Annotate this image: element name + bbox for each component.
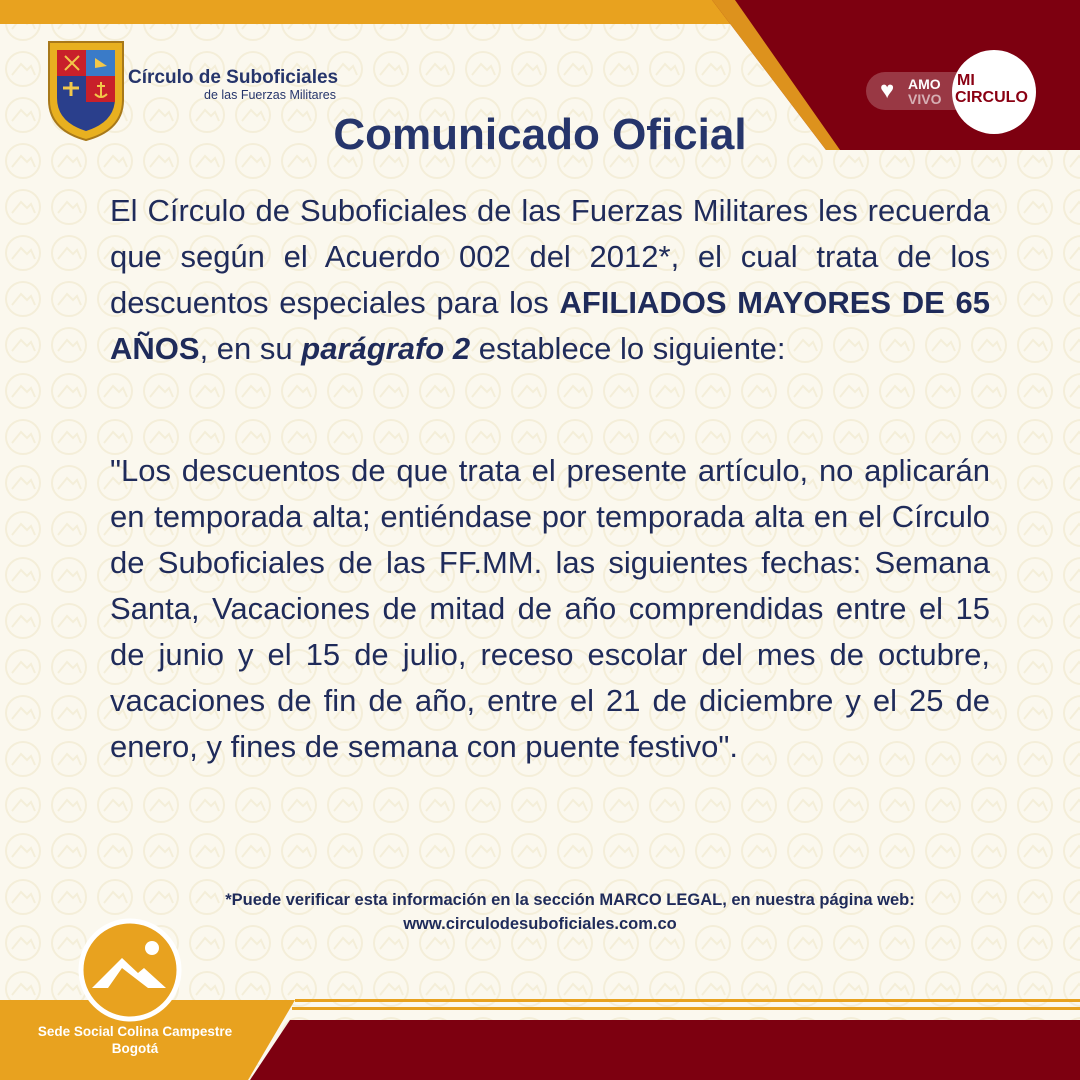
footnote-line1: *Puede verificar esta información en la sección MARCO LEGAL, en nuestra página web: [225, 891, 915, 909]
quote-paragraph: "Los descuentos de que trata el presente artículo, no aplicarán en temporada alta; entiéndase por temporada alta en el Círculo de Suboficiales de las FF.MM. las siguientes fechas: Semana Santa, Vacaciones de mitad de año comprendidas entre el 15 de junio y el 15 de julio, receso escolar del mes de octubre, vacaciones de fin de año, entre el 21 de diciembre y el 25 de enero, y fines de semana con puente festivo". [110, 453, 990, 764]
mountain-logo-icon [78, 918, 182, 1022]
organization-name [128, 68, 338, 102]
sede-line1: Sede Social Colina Campestre [37, 1024, 233, 1039]
intro-bold-text: AFILIADOS MAYORES DE 65 AÑOS [110, 285, 990, 366]
intro-text-c: establece lo siguiente: [470, 331, 786, 366]
intro-italic-text: parágrafo 2 [301, 331, 471, 366]
sede-label [10, 1023, 260, 1057]
org-name-line1: Círculo de Suboficiales [128, 67, 339, 88]
page-title: Comunicado Oficial [333, 110, 747, 159]
badge-vivo-text: VIVO [908, 91, 942, 107]
heart-people-icon: ♥ [880, 77, 895, 104]
badge-circulo-text: CIRCULO [955, 89, 1028, 106]
intro-text-b: , en su [199, 331, 302, 366]
intro-paragraph [110, 188, 990, 372]
org-name-line2: de las Fuerzas Militares [204, 88, 336, 102]
website-link[interactable]: www.circulodesuboficiales.com.co [403, 915, 677, 933]
sede-line2: Bogotá [111, 1041, 159, 1056]
badge-amo-text: AMO [908, 76, 941, 92]
badge-mi-text: MI [957, 72, 975, 89]
intro-text-a: El Círculo de Suboficiales de las Fuerzas Militares les recuerda que según el Acuerdo 002 del 2012*, el cual trata de los descuentos especiales para los [110, 193, 990, 320]
